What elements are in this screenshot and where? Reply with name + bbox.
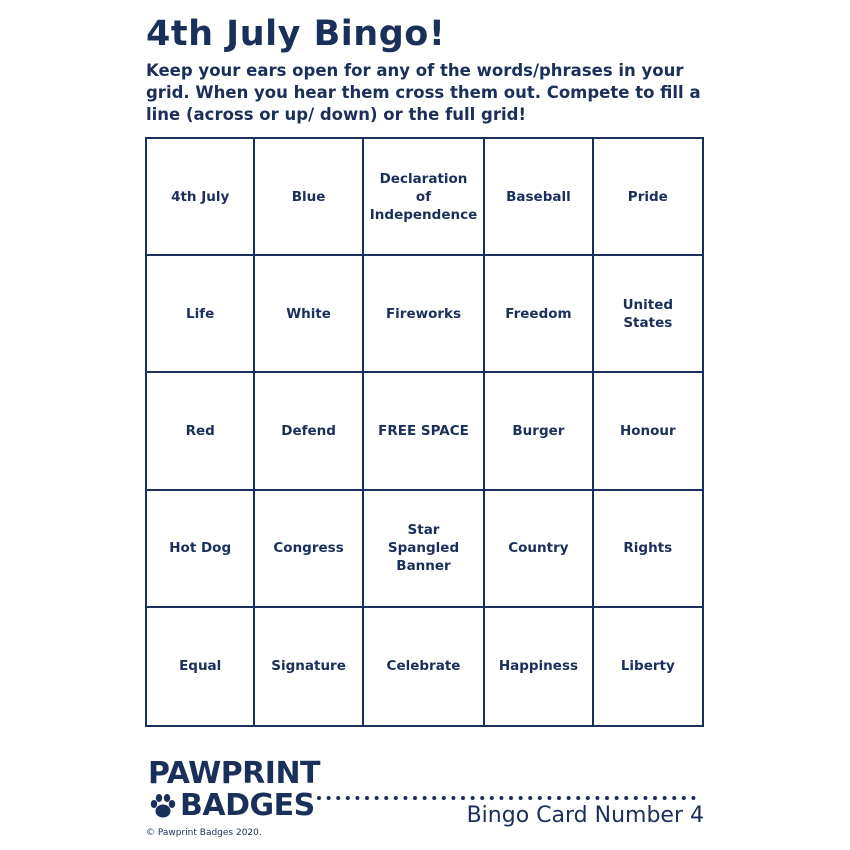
bingo-cell[interactable]: United States xyxy=(594,256,702,373)
logo-text-line1: PAWPRINT xyxy=(148,756,321,791)
bingo-cell[interactable]: Burger xyxy=(485,373,593,490)
logo-text-line2: BADGES xyxy=(180,788,315,823)
bingo-cell[interactable]: Equal xyxy=(147,608,255,725)
bingo-cell[interactable]: Pride xyxy=(594,139,702,256)
copyright-notice: © Pawprint Badges 2020. xyxy=(146,828,262,838)
bingo-cell[interactable]: Happiness xyxy=(485,608,593,725)
instructions: Keep your ears open for any of the words/phrases in your grid. When you hear them cross them out. Compete to fill a line (across or up/ down) or the full grid! xyxy=(146,61,701,124)
pawprint-badges-logo xyxy=(148,756,321,828)
bingo-cell[interactable]: Country xyxy=(485,491,593,608)
bingo-cell[interactable]: Signature xyxy=(255,608,363,725)
bingo-cell[interactable]: Life xyxy=(147,256,255,373)
bingo-cell[interactable]: Congress xyxy=(255,491,363,608)
bingo-cell-free-space[interactable]: FREE SPACE xyxy=(364,373,485,490)
bingo-cell[interactable]: Red xyxy=(147,373,255,490)
bingo-cell[interactable]: Baseball xyxy=(485,139,593,256)
bingo-cell[interactable]: White xyxy=(255,256,363,373)
page-title: 4th July Bingo! xyxy=(146,14,446,54)
bingo-cell[interactable]: Fireworks xyxy=(364,256,485,373)
bingo-cell[interactable]: Liberty xyxy=(620,658,675,675)
bingo-cell[interactable]: Celebrate xyxy=(364,608,485,725)
bingo-cell[interactable]: 4th July xyxy=(147,139,255,256)
bingo-cell[interactable]: Rights xyxy=(594,491,702,608)
bingo-cell[interactable]: Honour xyxy=(594,373,702,490)
bingo-cell[interactable]: Defend xyxy=(255,373,363,490)
bingo-cell[interactable]: Star Spangled Banner xyxy=(364,491,485,608)
bingo-cell[interactable]: Hot Dog xyxy=(147,491,255,608)
dotted-divider xyxy=(316,795,706,801)
logo-line2 xyxy=(148,790,315,822)
bingo-cell[interactable]: Declaration of Independence xyxy=(364,139,485,256)
bingo-grid xyxy=(145,137,704,727)
paw-icon xyxy=(148,791,178,821)
bingo-card-number: Bingo Card Number 4 xyxy=(466,803,704,828)
bingo-cell[interactable]: Blue xyxy=(255,139,363,256)
bingo-cell[interactable]: Freedom xyxy=(485,256,593,373)
